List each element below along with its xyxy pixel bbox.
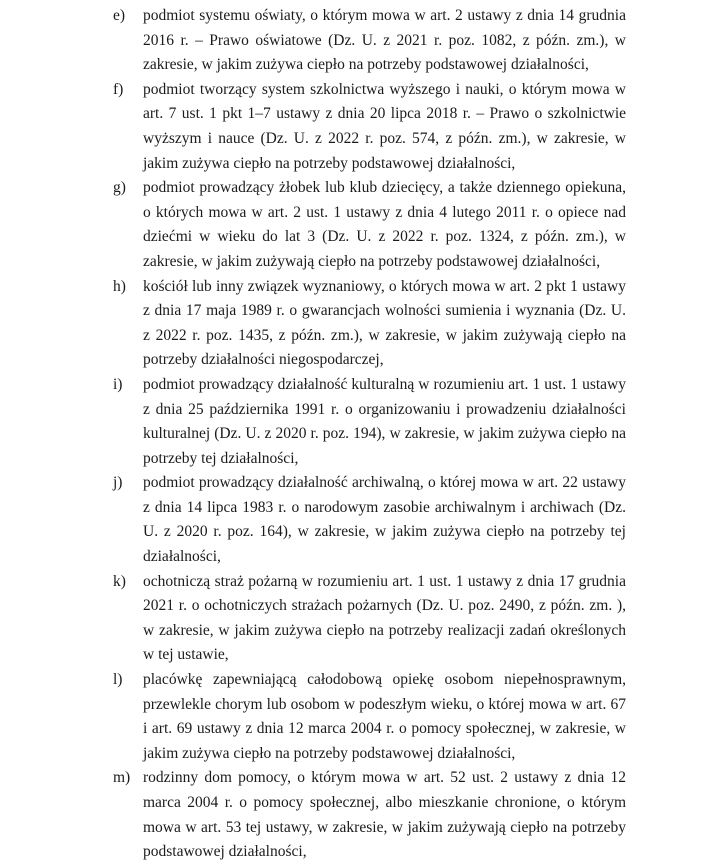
list-item-text: ochotniczą straż pożarną w rozumieniu art. 1 ust. 1 ustawy z dnia 17 grudnia 2021 r. o ochotniczych strażach pożarnych (Dz. U. poz. 2490, z późn. zm. ), w zakresie, w jakim zużywa ciepło na potrzeby realizacji zadań określonych w tej ustawie, xyxy=(143,572,626,664)
list-item-label: m) xyxy=(113,769,131,787)
list-item-label: l) xyxy=(113,671,123,689)
list-item-text: podmiot prowadzący działalność kulturalną w rozumieniu art. 1 ust. 1 ustawy z dnia 25 października 1991 r. o organizowaniu i prowadzeniu działalności kulturalnej (Dz. U. z 2020 r. poz. 194), w zakresie, w jakim zużywa ciepło na potrzeby tej działalności, xyxy=(143,375,626,467)
list-item-label: g) xyxy=(113,179,126,197)
list-item-text: placówkę zapewniającą całodobową opiekę osobom niepełnosprawnym, przewlekle chorym lub osobom w podeszłym wieku, o której mowa w art. 67 i art. 69 ustawy z dnia 12 marca 2004 r. o pomocy społecznej, w zakresie, w jakim zużywa ciepło na potrzeby podstawowej działalności, xyxy=(143,671,626,762)
list-item xyxy=(113,766,626,864)
list-item-text: podmiot systemu oświaty, o którym mowa w art. 2 ustawy z dnia 14 grudnia 2016 r. – Prawo oświatowe (Dz. U. z 2021 r. poz. 1082, z późn. zm.), w zakresie, w jakim zużywa ciepło na potrzeby podstawowej działalności, xyxy=(143,7,626,74)
list-item xyxy=(113,570,626,668)
list-item-label: e) xyxy=(113,7,126,24)
list-item-text: podmiot tworzący system szkolnictwa wyższego i nauki, o którym mowa w art. 7 ust. 1 pkt 1–7 ustawy z dnia 20 lipca 2018 r. – Prawo o szkolnictwie wyższym i nauce (Dz. U. z 2022 r. poz. 574, z późn. zm.), w zakresie, w jakim zużywa ciepło na potrzeby podstawowej działalności, xyxy=(143,80,626,172)
list-item-label: k) xyxy=(113,572,126,590)
legal-list xyxy=(113,4,626,865)
list-item-text: kościół lub inny związek wyznaniowy, o których mowa w art. 2 pkt 1 ustawy z dnia 17 maja 1989 r. o gwarancjach wolności sumienia i wyznania (Dz. U. z 2022 r. poz. 1435, z późn. zm.), w zakresie, w jakim zużywają ciepło na potrzeby działalności niegospodarczej, xyxy=(143,277,626,369)
list-item-label: i) xyxy=(113,375,123,393)
list-item-label: h) xyxy=(113,277,126,295)
list-item xyxy=(113,275,626,373)
list-item-text: podmiot prowadzący działalność archiwalną, o której mowa w art. 22 ustawy z dnia 14 lipca 1983 r. o narodowym zasobie archiwalnym i archiwach (Dz. U. z 2020 r. poz. 164), w zakresie, w jakim zużywa ciepło na potrzeby tej działalności, xyxy=(143,474,626,566)
list-item xyxy=(113,668,626,766)
list-item-text: rodzinny dom pomocy, o którym mowa w art. 52 ust. 2 ustawy z dnia 12 marca 2004 r. o pomocy społecznej, albo mieszkanie chronione, o którym mowa w art. 53 tej ustawy, w zakresie, w jakim zużywają ciepło na potrzeby podstawowej działalności, xyxy=(143,769,626,861)
list-item xyxy=(113,471,626,569)
list-item-label: j) xyxy=(113,474,123,492)
list-item xyxy=(113,4,626,78)
list-item xyxy=(113,78,626,176)
list-item xyxy=(113,176,626,274)
list-item-label: f) xyxy=(113,80,124,98)
list-item-text: podmiot prowadzący żłobek lub klub dziecięcy, a także dziennego opiekuna, o których mowa w art. 2 ust. 1 ustawy z dnia 4 lutego 2011 r. o opiece nad dziećmi w wieku do lat 3 (Dz. U. z 2022 r. poz. 1324, z późn. zm.), w zakresie, w jakim zużywają ciepło na potrzeby podstawowej działalności, xyxy=(143,179,626,270)
list-item xyxy=(113,373,626,471)
